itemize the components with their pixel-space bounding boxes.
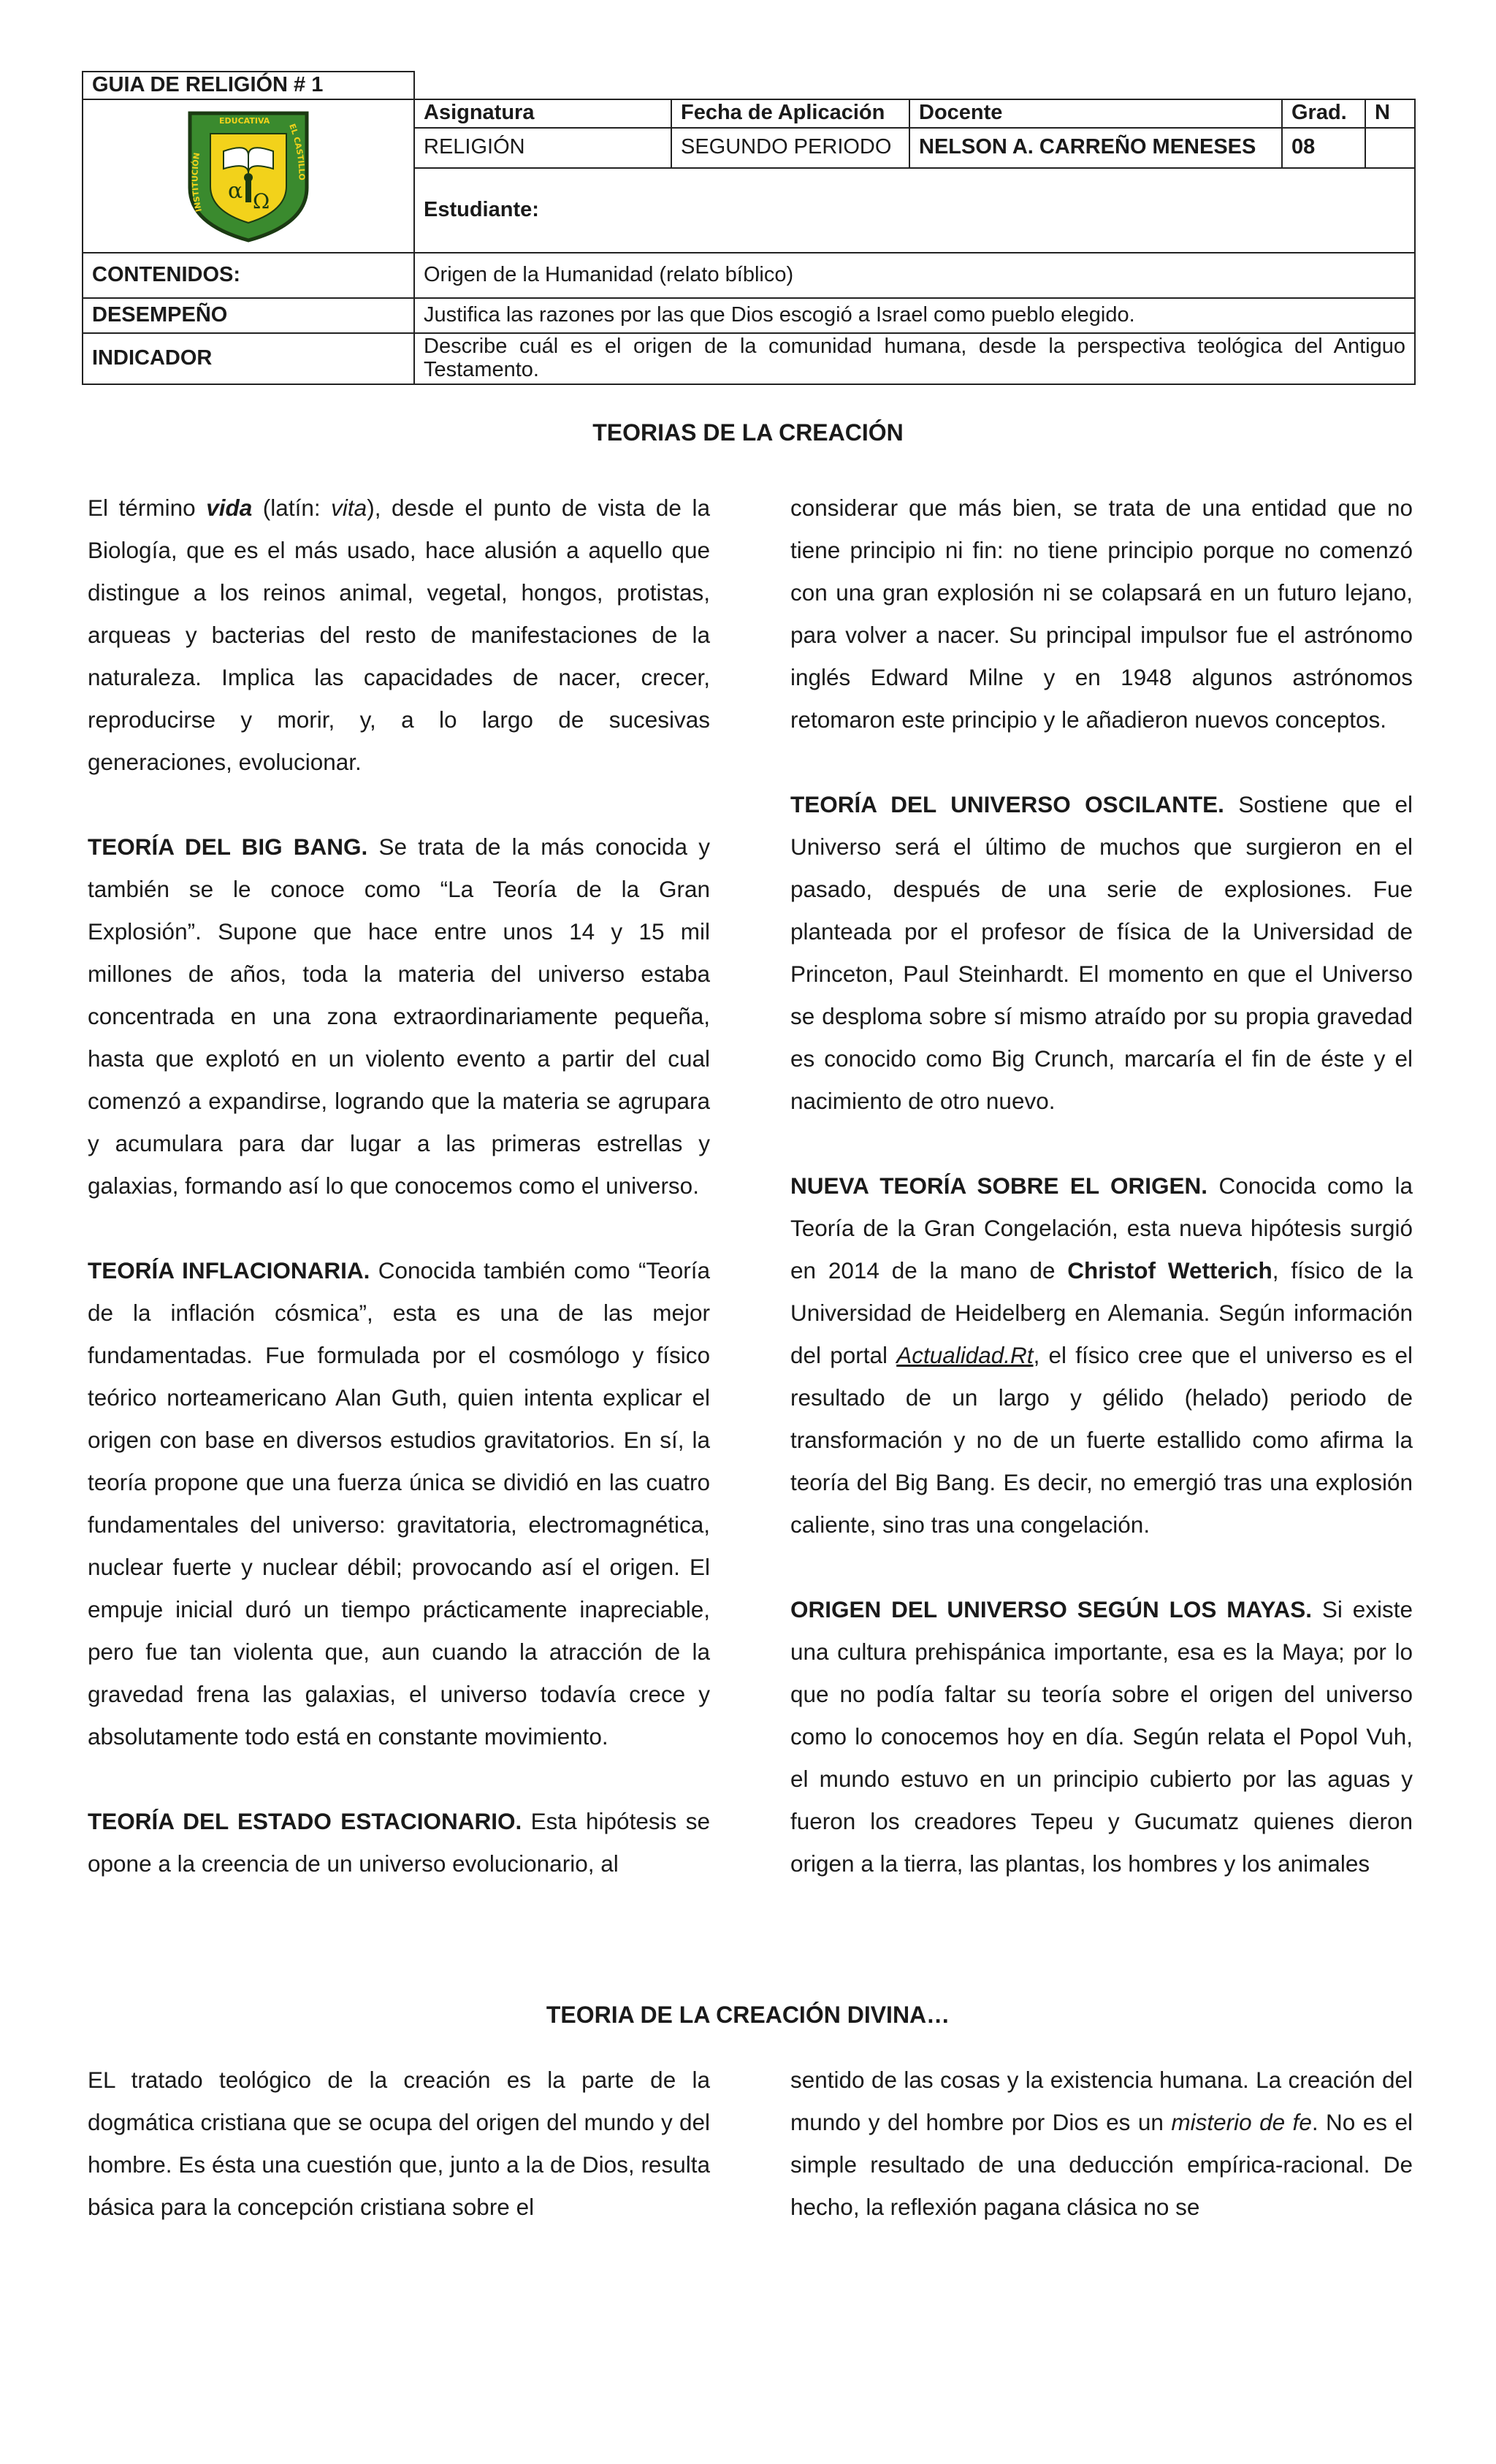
school-crest-logo: [175, 102, 321, 245]
val-docente: NELSON A. CARREÑO MENESES: [909, 128, 1282, 168]
right-column: [790, 487, 1413, 1885]
row-label-indicador: INDICADOR: [83, 333, 414, 384]
logo-alpha: α: [228, 178, 243, 204]
paragraph-vida: El término vida (latín: vita), desde el punto de vista de la Biología, que es el más usado, hace alusión a aquello que distingue a los reinos animal, vegetal, hongos, protistas, arqueas y bacterias del resto de manifestaciones de la naturaleza. Implica las capacidades de nacer, crecer, reproducirse y morir, y, a lo largo de sucesivas generaciones, evolucionar.: [88, 495, 710, 775]
paragraph-estacionario-cont: considerar que más bien, se trata de una entidad que no tiene principio ni fin: no tiene principio porque no comenzó con una gran explosión ni se colapsará en un futuro lejano, para volver a nacer. Su principal impulsor fue el astrónomo inglés Edward Milne y en 1948 algunos astrónomos retomaron este principio y le añadieron nuevos conceptos.: [790, 495, 1413, 733]
col-grado: Grad.: [1282, 99, 1365, 128]
paragraph-oscilante: TEORÍA DEL UNIVERSO OSCILANTE. Sostiene que el Universo será el último de muchos que surgieron en el pasado, después de una serie de explosiones. Fue planteada por el profesor de física de la Universidad de Princeton, Paul Steinhardt. El momento en que el Universo se desploma sobre sí mismo atraído por su propia gravedad es conocido como Big Crunch, marcaría el fin de éste y el nacimiento de otro nuevo.: [790, 791, 1413, 1114]
left-column-2: [88, 2059, 710, 2228]
logo-cell: [83, 99, 414, 253]
paragraph-sentido: sentido de las cosas y la existencia humana. La creación del mundo y del hombre por Dios es un misterio de fe. No es el simple resultado de una deducción empírica-racional. De hecho, la reflexión pagana clásica no se: [790, 2067, 1413, 2220]
header-table: [82, 71, 1416, 385]
paragraph-nueva-teoria: NUEVA TEORÍA SOBRE EL ORIGEN. Conocida como la Teoría de la Gran Congelación, esta nueva hipótesis surgió en 2014 de la mano de Christof Wetterich, físico de la Universidad de Heidelberg en Alemania. Según información del portal Actualidad.Rt, el físico cree que el universo es el resultado de un largo y gélido (helado) periodo de transformación y no de un fuerte estallido como afirma la teoría del Big Bang. Es decir, no emergió tras una explosión caliente, sino tras una congelación.: [790, 1172, 1413, 1538]
paragraph-big-bang: TEORÍA DEL BIG BANG. Se trata de la más conocida y también se le conoce como “La Teoría de la Gran Explosión”. Supone que hace entre unos 14 y 15 mil millones de años, toda la materia del universo estaba concentrada en una zona extraordinariamente pequeña, hasta que explotó en un violento evento a partir del cual comenzó a expandirse, logrando que la materia se agrupara y acumulara para dar lugar a las primeras estrellas y galaxias, formando así lo que conocemos como el universo.: [88, 834, 710, 1199]
section-title-creacion-divina: TEORIA DE LA CREACIÓN DIVINA…: [546, 2002, 950, 2028]
svg-text:EDUCATIVA: [219, 116, 270, 126]
actualidad-rt-link[interactable]: Actualidad.Rt: [896, 1342, 1034, 1368]
paragraph-estado-estacionario: TEORÍA DEL ESTADO ESTACIONARIO. Esta hipótesis se opone a la creencia de un universo evolucionario, al: [88, 1808, 710, 1877]
header-blank: [414, 72, 1415, 99]
paragraph-inflacionaria: TEORÍA INFLACIONARIA. Conocida también como “Teoría de la inflación cósmica”, esta es una de las mejor fundamentadas. Fue formulada por el cosmólogo y físico teórico norteamericano Alan Guth, quien intenta explicar el origen con base en diversos estudios gravitatorios. En sí, la teoría propone que una fuerza única se dividió en las cuatro fundamentales del universo: gravitatoria, electromagnética, nuclear fuerte y nuclear débil; provocando así el origen. El empuje inicial duró un tiempo prácticamente inapreciable, pero fue tan violenta que, aun cuando la atracción de la gravedad frena las galaxias, el universo todavía crece y absolutamente todo está en constante movimiento.: [88, 1257, 710, 1750]
row-label-contenidos: CONTENIDOS:: [83, 253, 414, 298]
val-grado: 08: [1282, 128, 1365, 168]
paragraph-tratado: EL tratado teológico de la creación es la parte de la dogmática cristiana que se ocupa del origen del mundo y del hombre. Es ésta una cuestión que, junto a la de Dios, resulta básica para la concepción cristiana sobre el: [88, 2067, 710, 2220]
left-column: [88, 487, 710, 1885]
logo-omega: Ω: [253, 189, 270, 213]
row-value-contenidos: Origen de la Humanidad (relato bíblico): [414, 253, 1415, 298]
logo-arc-right: EL CASTILLO: [287, 122, 307, 180]
col-n: N: [1365, 99, 1415, 128]
section-title-teorias: TEORIAS DE LA CREACIÓN: [592, 419, 904, 446]
row-value-desempeno: Justifica las razones por las que Dios escogió a Israel como pueblo elegido.: [414, 298, 1415, 333]
val-fecha: SEGUNDO PERIODO: [671, 128, 909, 168]
val-n: [1365, 128, 1415, 168]
right-column-2: [790, 2059, 1413, 2228]
student-field: Estudiante:: [414, 168, 1415, 253]
col-asignatura: Asignatura: [414, 99, 671, 128]
col-fecha: Fecha de Aplicación: [671, 99, 909, 128]
paragraph-mayas: ORIGEN DEL UNIVERSO SEGÚN LOS MAYAS. Si existe una cultura prehispánica importante, esa es la Maya; por lo que no podía faltar su teoría sobre el origen del universo como lo conocemos hoy en día. Según relata el Popol Vuh, el mundo estuvo en un principio cubierto por las aguas y fueron los creadores Tepeu y Gucumatz quienes dieron origen a la tierra, las plantas, los hombres y los animales: [790, 1596, 1413, 1877]
val-asignatura: RELIGIÓN: [414, 128, 671, 168]
logo-arc-top: EDUCATIVA: [219, 116, 270, 126]
logo-arc-left: INSTITUCIÓN: [190, 152, 204, 213]
guide-title: GUIA DE RELIGIÓN # 1: [83, 72, 414, 99]
row-label-desempeno: DESEMPEÑO: [83, 298, 414, 333]
row-value-indicador: Describe cuál es el origen de la comunidad humana, desde la perspectiva teológica del Antiguo Testamento.: [414, 333, 1415, 384]
col-docente: Docente: [909, 99, 1282, 128]
